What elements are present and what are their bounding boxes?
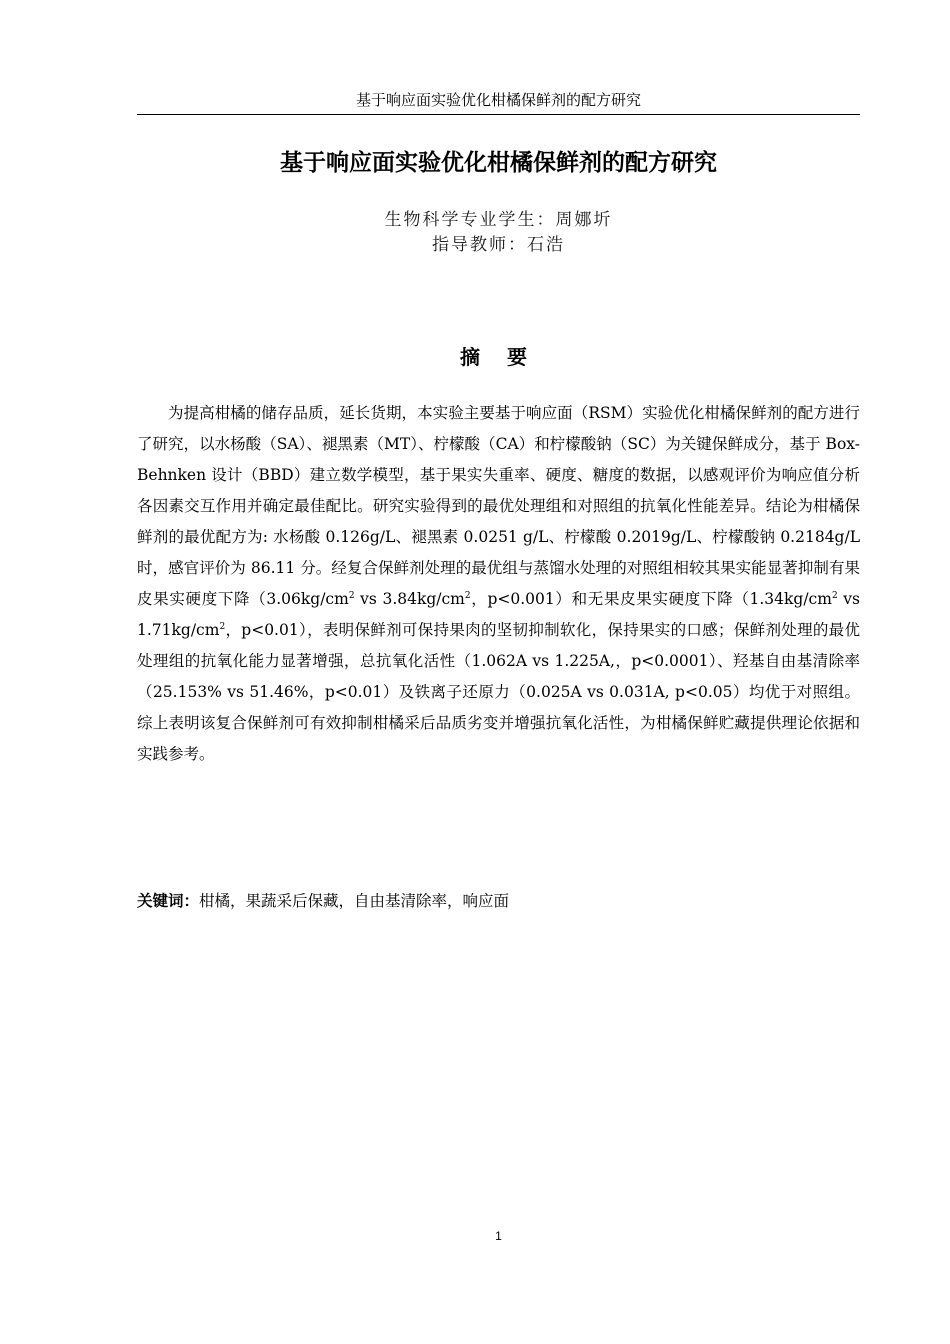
abstract-text-part-3: ，p<0.001）和无果皮果实硬度下降（1.34kg/cm: [470, 590, 832, 608]
abstract-text-part-5: ，p<0.01），表明保鲜剂可保持果肉的坚韧抑制软化，保持果实的口感；保鲜剂处理的最优处理组的抗氧化能力显著增强，总抗氧化活性（1.062A vs 1.225A,，p<0.0001）、羟基自由基清除率（25.153% vs 51.46%，p<0.01）及铁离子还原力（0.025A vs 0.031A, p<0.05）均优于对照组。综上表明该复合保鲜剂可有效抑制柑橘采后品质劣变并增强抗氧化活性，为柑橘保鲜贮藏提供理论依据和实践参考。: [137, 621, 860, 763]
running-header: 基于响应面实验优化柑橘保鲜剂的配方研究: [137, 90, 860, 115]
abstract-text-part-4: vs 1.71kg/cm: [137, 590, 860, 639]
student-author: 生物科学专业学生：周娜圻: [384, 210, 613, 230]
abstract-heading: 摘 要: [460, 345, 537, 369]
superscript-2: 2: [831, 590, 838, 601]
paper-title: 基于响应面实验优化柑橘保鲜剂的配方研究: [280, 150, 717, 176]
abstract-text-part-1: 为提高柑橘的储存品质，延长货期，本实验主要基于响应面（RSM）实验优化柑橘保鲜剂的配方进行了研究，以水杨酸（SA）、褪黑素（MT）、柠檬酸（CA）和柠檬酸钠（SC）为关键保鲜成分，基于 Box-Behnken 设计（BBD）建立数学模型，基于果实失重率、硬度、糖度的数据，以感观评价为响应值分析各因素交互作用并确定最佳配比。研究实验得到的最优处理组和对照组的抗氧化性能差异。结论为柑橘保鲜剂的最优配方为: 水杨酸 0.126g/L、褪黑素 0.0251 g/L、柠檬酸 0.2019g/L、柠檬酸钠 0.2184g/L 时，感官评价为 86.11 分。经复合保鲜剂处理的最优组与蒸馏水处理的对照组相较其果实能显著抑制有果皮果实硬度下降（3.06kg/cm: [137, 404, 860, 608]
advisor-author: 指导教师：石浩: [432, 235, 565, 255]
page-number: 1: [495, 1229, 502, 1243]
superscript-2: 2: [348, 590, 355, 601]
keywords-label: 关键词：: [137, 892, 200, 910]
keywords-text: 柑橘，果蔬采后保藏，自由基清除率，响应面: [199, 892, 510, 910]
keywords-line: [137, 886, 860, 916]
superscript-2: 2: [464, 590, 471, 601]
abstract-text-part-2: vs 3.84kg/cm: [354, 590, 465, 608]
abstract-body: [137, 398, 860, 770]
superscript-2: 2: [219, 621, 226, 632]
